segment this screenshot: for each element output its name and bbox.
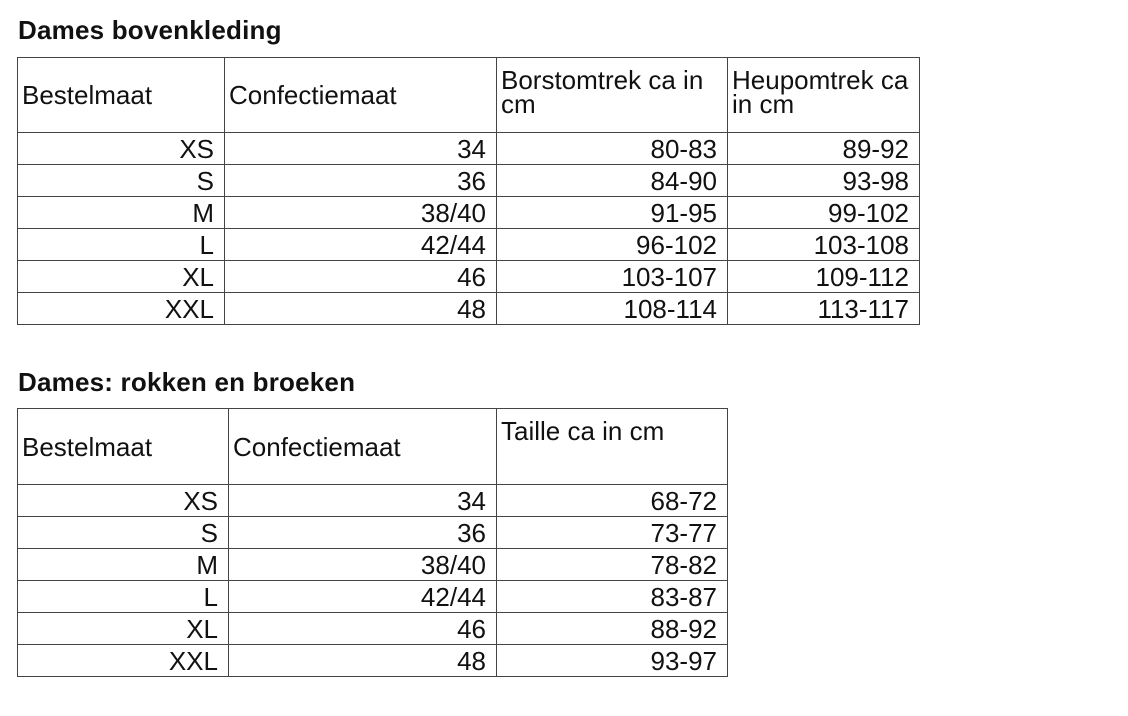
table-row (18, 645, 728, 677)
table-row (18, 581, 728, 613)
table-row (18, 261, 920, 293)
table-cell: XXL (18, 293, 225, 325)
table-row (18, 133, 920, 165)
table-cell: 78-82 (497, 549, 728, 581)
table-row (18, 549, 728, 581)
table-cell: 84-90 (497, 165, 728, 197)
table-cell: S (18, 165, 225, 197)
column-header: Bestelmaat (18, 58, 225, 133)
table-cell: 103-108 (728, 229, 920, 261)
table-cell: 89-92 (728, 133, 920, 165)
table-cell: 103-107 (497, 261, 728, 293)
table-cell: 42/44 (225, 229, 497, 261)
table-cell: 68-72 (497, 485, 728, 517)
table-row (18, 485, 728, 517)
column-header: Heupomtrek ca in cm (728, 58, 920, 133)
table-cell: 96-102 (497, 229, 728, 261)
section-title-upper-clothing: Dames bovenkleding (18, 15, 282, 45)
table-cell: 108-114 (497, 293, 728, 325)
header-row (18, 409, 728, 485)
table-cell: 99-102 (728, 197, 920, 229)
table-cell: 34 (229, 485, 497, 517)
table-row (18, 229, 920, 261)
table-cell: 88-92 (497, 613, 728, 645)
section-title-skirts-trousers: Dames: rokken en broeken (18, 367, 356, 397)
table-cell: 93-97 (497, 645, 728, 677)
column-header: Confectiemaat (229, 409, 497, 485)
table-cell: 42/44 (229, 581, 497, 613)
table-cell: 93-98 (728, 165, 920, 197)
table-cell: XS (18, 485, 229, 517)
size-table-skirts-trousers (17, 408, 728, 677)
table-cell: L (18, 229, 225, 261)
table-cell: 73-77 (497, 517, 728, 549)
table-row (18, 517, 728, 549)
table-cell: 36 (229, 517, 497, 549)
table-cell: 48 (225, 293, 497, 325)
table-cell: 36 (225, 165, 497, 197)
column-header: Taille ca in cm (497, 409, 728, 485)
table-cell: 34 (225, 133, 497, 165)
table-cell: 83-87 (497, 581, 728, 613)
table-cell: 113-117 (728, 293, 920, 325)
table-cell: M (18, 197, 225, 229)
column-header: Bestelmaat (18, 409, 229, 485)
table-cell: 38/40 (225, 197, 497, 229)
table-cell: 109-112 (728, 261, 920, 293)
column-header: Borstomtrek ca in cm (497, 58, 728, 133)
table-cell: L (18, 581, 229, 613)
table-cell: XXL (18, 645, 229, 677)
table-cell: 80-83 (497, 133, 728, 165)
table-row (18, 165, 920, 197)
table-row (18, 293, 920, 325)
table-cell: 38/40 (229, 549, 497, 581)
table-cell: XL (18, 261, 225, 293)
table-row (18, 613, 728, 645)
table-row (18, 197, 920, 229)
table-cell: 46 (225, 261, 497, 293)
table-cell: 46 (229, 613, 497, 645)
table-cell: S (18, 517, 229, 549)
size-table-upper-clothing (17, 57, 920, 325)
table-cell: 91-95 (497, 197, 728, 229)
table-cell: 48 (229, 645, 497, 677)
table-cell: M (18, 549, 229, 581)
table-cell: XL (18, 613, 229, 645)
table-cell: XS (18, 133, 225, 165)
column-header: Confectiemaat (225, 58, 497, 133)
header-row (18, 58, 920, 133)
